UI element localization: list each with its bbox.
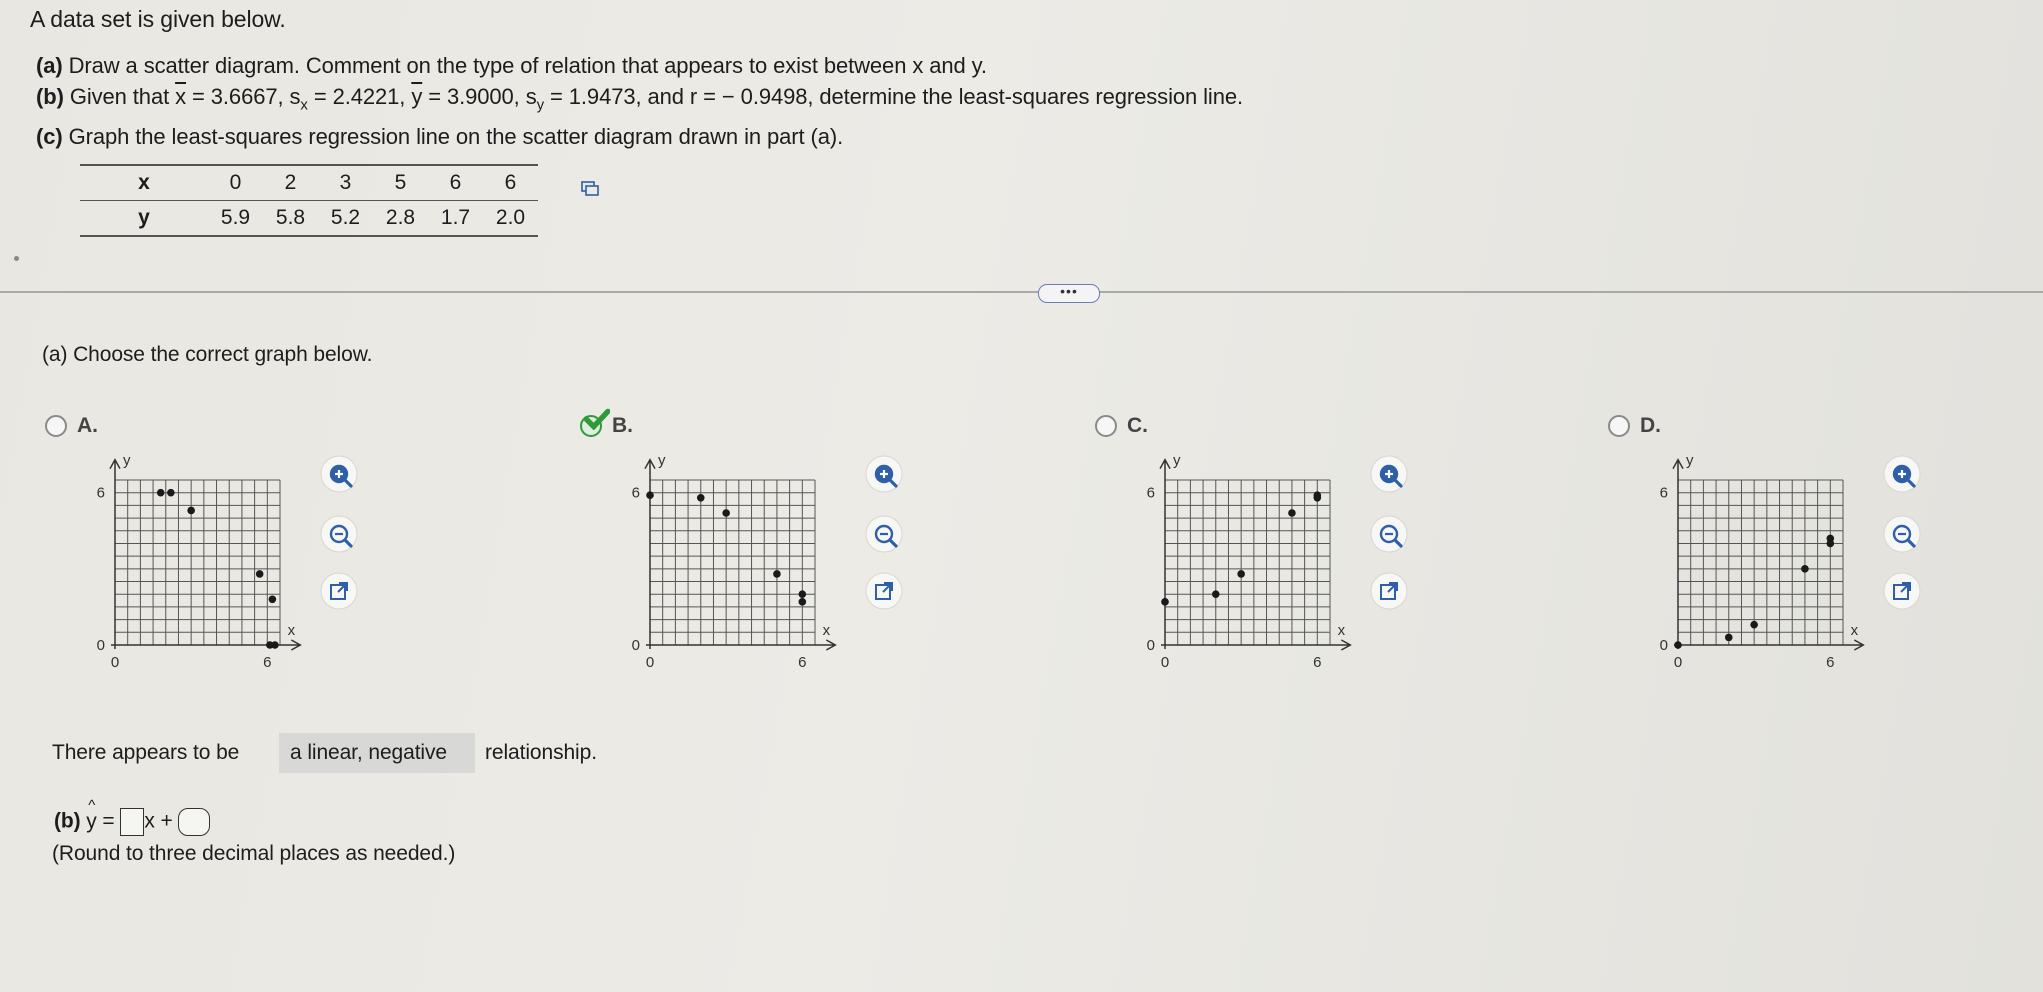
table-header-x: x (80, 165, 208, 201)
part-c-text: Graph the least-squares regression line on the scatter diagram drawn in part (a). (68, 124, 844, 149)
option-label: D. (1640, 414, 1661, 437)
ybar-symbol: $\overline{y}$ (411, 84, 423, 109)
popout-icon[interactable] (1883, 572, 1921, 610)
table-cell: 2 (263, 165, 318, 201)
table-cell: 2.8 (373, 201, 428, 237)
zoom-out-icon[interactable] (1370, 515, 1408, 553)
relationship-pre: There appears to be (52, 741, 240, 764)
zoom-out-icon[interactable] (1883, 515, 1921, 553)
zoom-in-icon[interactable] (320, 455, 358, 493)
y-tick-6: 6 (631, 484, 640, 502)
table-cell: 2.0 (483, 201, 538, 237)
x-tick-6: 6 (1826, 654, 1835, 671)
option-radio[interactable] (1095, 415, 1117, 437)
x-tick-0: 0 (1160, 654, 1170, 671)
expand-button[interactable]: ••• (1038, 284, 1100, 303)
y-axis-label: y (1686, 451, 1694, 469)
x-axis-label: x (287, 622, 296, 639)
table-cell: 0 (208, 165, 263, 201)
scatter-point (799, 590, 807, 598)
y-axis-label: y (123, 451, 131, 469)
zoom-in-icon[interactable] (1370, 455, 1408, 493)
scatter-point (269, 596, 277, 604)
y-tick-0: 0 (1146, 637, 1155, 654)
scatter-point (157, 489, 165, 497)
table-cell: 5.2 (318, 201, 373, 237)
sy-value: = 1.9473, and r = − 0.9498, determine the least-squares regression line. (544, 84, 1243, 109)
x-axis (1674, 640, 1863, 650)
scatter-graph (1628, 450, 1888, 730)
x-axis-label: x (1850, 622, 1859, 639)
part-b-label: (b) (36, 84, 64, 109)
relationship-post: relationship. (485, 741, 597, 764)
y-tick-6: 6 (96, 484, 105, 502)
x-tick-0: 0 (1673, 654, 1683, 671)
scatter-point (773, 570, 781, 578)
table-cell: 5.8 (263, 201, 318, 237)
data-table (80, 164, 538, 237)
scatter-point (799, 598, 807, 606)
x-tick-6: 6 (798, 654, 807, 671)
scatter-point (1314, 491, 1322, 499)
table-cell: 3 (318, 165, 373, 201)
y-axis (1673, 460, 1683, 649)
table-row-x (80, 165, 538, 201)
part-b-answer-label: (b) (54, 809, 81, 833)
y-axis (645, 460, 655, 649)
x-tick-0: 0 (645, 654, 655, 671)
scatter-point (1288, 509, 1296, 517)
x-axis-label: x (1337, 622, 1346, 639)
section-divider (0, 291, 2043, 293)
table-header-y: y (80, 201, 208, 237)
popout-icon[interactable] (320, 572, 358, 610)
equals-sign: = (96, 809, 115, 833)
table-cell: 6 (483, 165, 538, 201)
y-tick-6: 6 (1146, 484, 1155, 502)
part-a-instruction (36, 55, 987, 77)
choose-graph-prompt: (a) Choose the correct graph below. (42, 343, 373, 366)
x-tick-6: 6 (1313, 654, 1322, 671)
sx-subscript: x (300, 96, 308, 114)
scatter-point (271, 641, 279, 649)
xbar-value: = 3.6667, s (186, 84, 301, 109)
hat-mark: ^ (88, 796, 96, 814)
xbar-symbol: $\overline{x}$ (175, 84, 187, 109)
zoom-in-icon[interactable] (865, 455, 903, 493)
sx-value: = 2.4221, (307, 84, 406, 109)
scatter-point (1237, 570, 1245, 578)
table-cell: 5.9 (208, 201, 263, 237)
scatter-point (1725, 634, 1733, 642)
scatter-point (1161, 598, 1169, 606)
zoom-out-icon[interactable] (320, 515, 358, 553)
scatter-point (167, 489, 175, 497)
y-axis (1160, 460, 1170, 649)
option-label: B. (612, 414, 633, 437)
popout-icon[interactable] (1370, 572, 1408, 610)
scatter-point (1827, 535, 1835, 543)
x-plus-text: x + (144, 809, 173, 833)
scatter-graph (1115, 450, 1375, 730)
option-radio[interactable] (1608, 415, 1630, 437)
part-b-pre: Given that (69, 84, 170, 109)
part-c-instruction (36, 126, 843, 148)
y-tick-0: 0 (1659, 637, 1668, 654)
part-a-label: (a) (36, 53, 63, 78)
scatter-point (1212, 590, 1220, 598)
scatter-point (697, 494, 705, 502)
popout-icon[interactable] (865, 572, 903, 610)
table-row-y (80, 201, 538, 237)
slope-input[interactable] (120, 808, 144, 836)
scatter-point (1674, 641, 1682, 649)
scatter-point (256, 570, 264, 578)
copy-table-icon[interactable] (581, 181, 599, 197)
scatter-point (646, 491, 654, 499)
scatter-graph (600, 450, 860, 730)
checkmark-icon (584, 408, 610, 430)
zoom-in-icon[interactable] (1883, 455, 1921, 493)
part-b-equation (54, 796, 210, 836)
table-cell: 1.7 (428, 201, 483, 237)
table-cell: 6 (428, 165, 483, 201)
intro-text: A data set is given below. (30, 6, 286, 32)
y-axis-label: y (1173, 451, 1181, 469)
option-label: C. (1127, 414, 1148, 437)
yhat-letter: y (86, 809, 97, 833)
scatter-graph (65, 450, 325, 730)
scatter-point (1750, 621, 1758, 629)
y-axis (110, 460, 120, 649)
intercept-input[interactable] (178, 808, 210, 836)
y-tick-6: 6 (1659, 484, 1668, 502)
y-tick-0: 0 (96, 637, 105, 654)
part-c-label: (c) (36, 124, 63, 149)
part-b-instruction (36, 86, 1243, 112)
round-note: (Round to three decimal places as needed.) (52, 842, 456, 865)
scatter-point (1801, 565, 1809, 573)
x-axis (1161, 640, 1350, 650)
x-tick-0: 0 (110, 654, 120, 671)
part-a-text: Draw a scatter diagram. Comment on the type of relation that appears to exist between x and y. (68, 53, 987, 78)
y-tick-0: 0 (631, 637, 640, 654)
option-radio[interactable] (45, 415, 67, 437)
x-tick-6: 6 (263, 654, 272, 671)
x-axis-label: x (822, 622, 831, 639)
yhat-symbol (86, 796, 97, 833)
zoom-out-icon[interactable] (865, 515, 903, 553)
option-label: A. (77, 414, 98, 437)
ybar-value: = 3.9000, s (422, 84, 537, 109)
y-axis-label: y (658, 451, 666, 469)
scatter-point (722, 509, 730, 517)
side-marker (14, 256, 19, 261)
relationship-answer[interactable]: a linear, negative (290, 741, 447, 764)
sy-subscript: y (536, 96, 545, 114)
table-cell: 5 (373, 165, 428, 201)
x-axis (646, 640, 835, 650)
scatter-point (187, 507, 195, 515)
